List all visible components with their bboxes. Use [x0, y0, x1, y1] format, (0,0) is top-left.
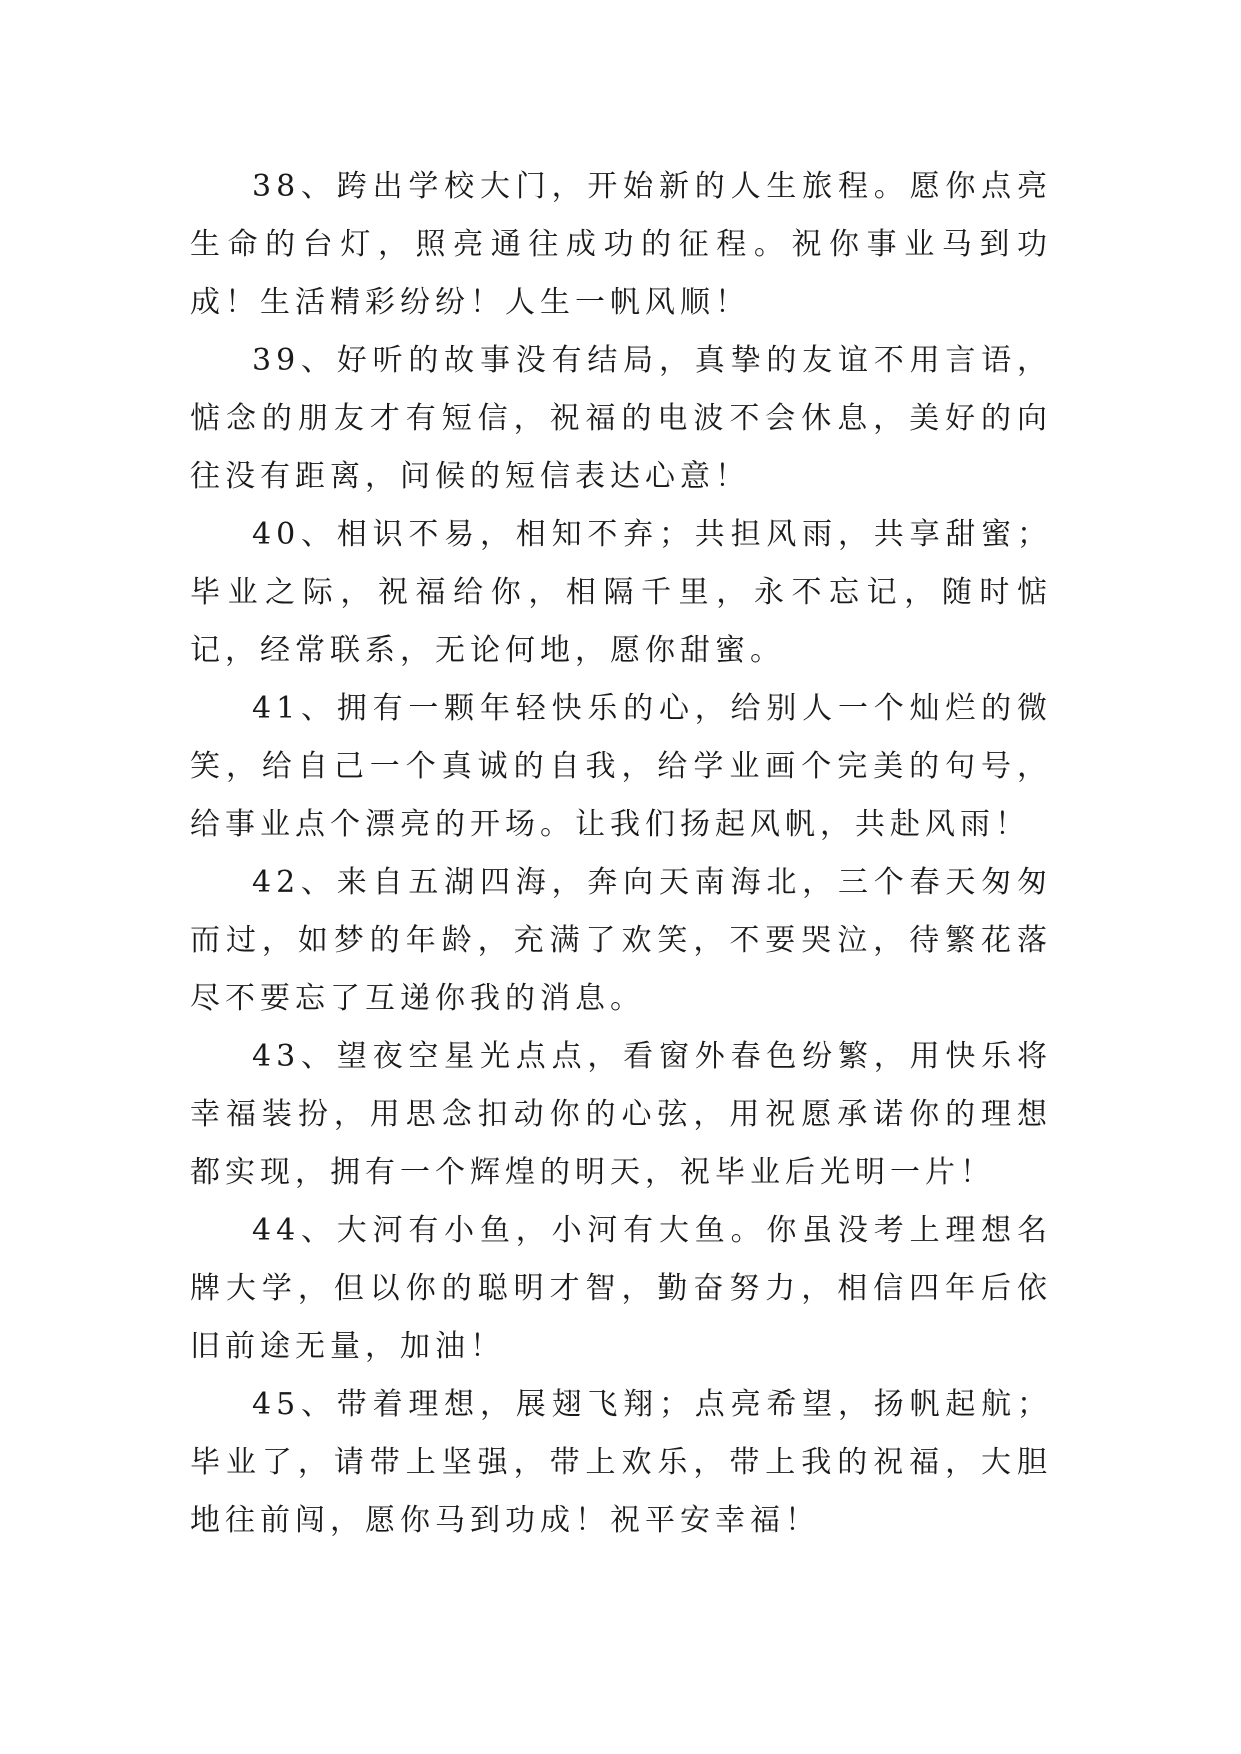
paragraph-45: 45、带着理想，展翅飞翔；点亮希望，扬帆起航；毕业了，请带上坚强，带上欢乐，带上我的祝福，大胆地往前闯，愿你马到功成！祝平安幸福！ [190, 1387, 1052, 1538]
paragraph-40: 40、相识不易，相知不弃；共担风雨，共享甜蜜；毕业之际，祝福给你，相隔千里，永不忘记，随时惦记，经常联系，无论何地，愿你甜蜜。 [190, 517, 1052, 668]
paragraph-42: 42、来自五湖四海，奔向天南海北，三个春天匆匆而过，如梦的年龄，充满了欢笑，不要哭泣，待繁花落尽不要忘了互递你我的消息。 [190, 865, 1052, 1016]
paragraph-39: 39、好听的故事没有结局，真挚的友谊不用言语，惦念的朋友才有短信，祝福的电波不会休息，美好的向往没有距离，问候的短信表达心意！ [190, 343, 1052, 494]
paragraph-41: 41、拥有一颗年轻快乐的心，给别人一个灿烂的微笑，给自己一个真诚的自我，给学业画个完美的句号，给事业点个漂亮的开场。让我们扬起风帆，共赴风雨！ [190, 691, 1052, 842]
paragraph-43: 43、望夜空星光点点，看窗外春色纷繁，用快乐将幸福装扮，用思念扣动你的心弦，用祝愿承诺你的理想都实现，拥有一个辉煌的明天，祝毕业后光明一片！ [190, 1039, 1052, 1190]
paragraph-38: 38、跨出学校大门，开始新的人生旅程。愿你点亮生命的台灯，照亮通往成功的征程。祝你事业马到功成！生活精彩纷纷！人生一帆风顺！ [190, 169, 1052, 320]
paragraph-44: 44、大河有小鱼，小河有大鱼。你虽没考上理想名牌大学，但以你的聪明才智，勤奋努力，相信四年后依旧前途无量，加油！ [190, 1213, 1052, 1364]
document-body [190, 158, 1052, 1550]
